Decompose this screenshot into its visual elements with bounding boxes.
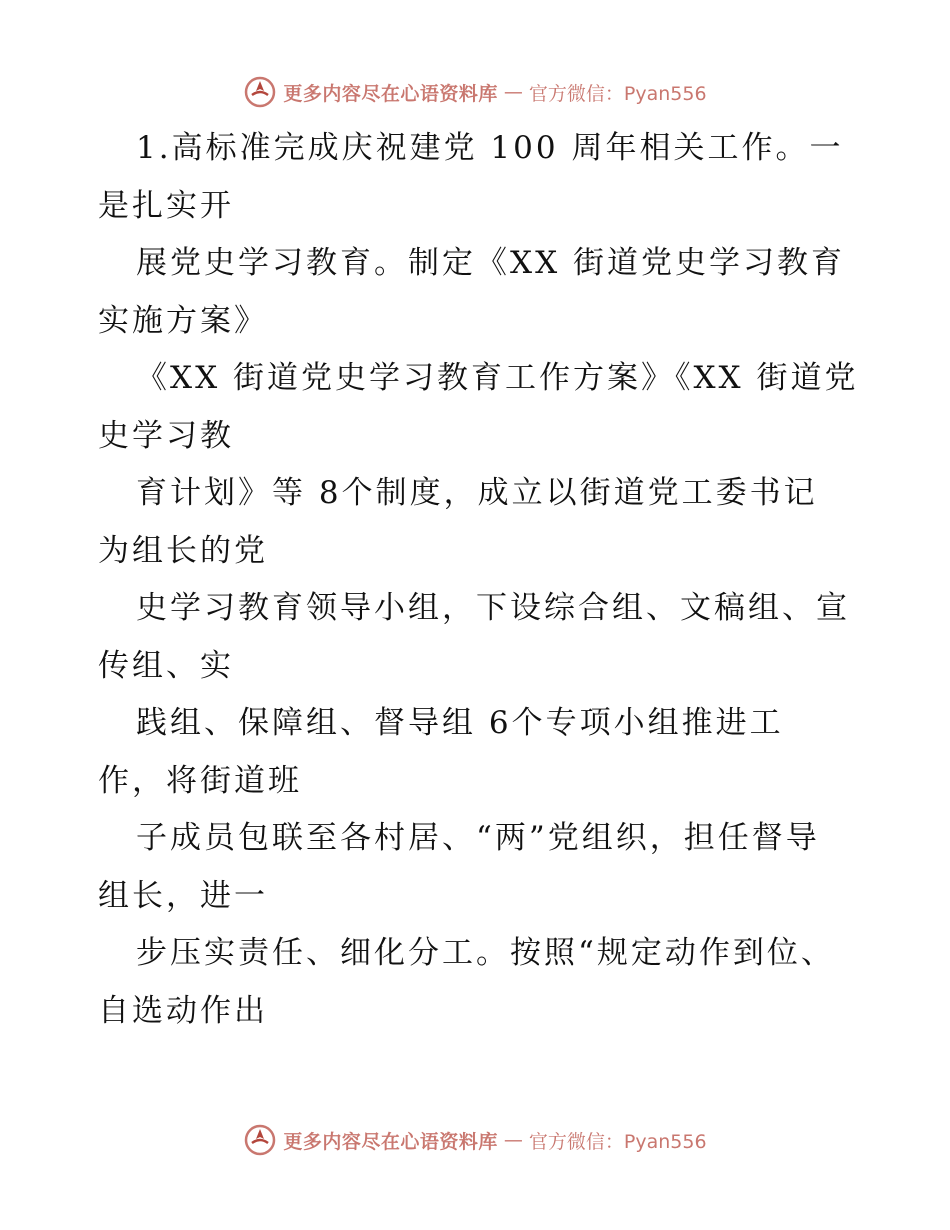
body-line: 自选动作出 [98, 992, 268, 1029]
body-line: 组长，进一 [98, 877, 268, 914]
watermark-text: 更多内容尽在心语资料库 [283, 82, 498, 105]
body-line: 实施方案》 [98, 302, 268, 339]
book-pen-logo-icon [243, 1123, 277, 1157]
body-line: 为组长的党 [98, 532, 268, 569]
body-line: 史学习教育领导小组，下设综合组、文稿组、宣 [136, 590, 850, 626]
body-line: 践组、保障组、督导组 6个专项小组推进工 [136, 705, 784, 741]
watermark-contact: 官方微信：Pyan556 [528, 1130, 707, 1153]
body-line: 子成员包联至各村居、“两”党组织，担任督导 [136, 820, 820, 856]
footer-watermark [0, 1120, 950, 1160]
body-line: 作，将街道班 [98, 762, 302, 799]
body-line: 传组、实 [98, 647, 234, 684]
body-line: 步压实责任、细化分工。按照“规定动作到位、 [136, 935, 835, 971]
body-line: 育计划》等 8个制度，成立以街道党工委书记 [136, 475, 818, 511]
book-pen-logo-icon [243, 75, 277, 109]
body-line: 展党史学习教育。制定《XX 街道党史学习教育 [136, 245, 845, 281]
body-line: 史学习教 [98, 417, 234, 454]
body-line: 是扎实开 [98, 187, 234, 224]
body-line: 1.高标准完成庆祝建党 100 周年相关工作。一 [136, 130, 844, 166]
watermark-separator: — [503, 1129, 523, 1151]
watermark-contact: 官方微信：Pyan556 [528, 82, 707, 105]
watermark-text: 更多内容尽在心语资料库 [283, 1130, 498, 1153]
body-line: 《XX 街道党史学习教育工作方案》《XX 街道党 [136, 360, 859, 396]
header-watermark [0, 72, 950, 112]
watermark-separator: — [503, 81, 523, 103]
document-body [98, 120, 858, 1040]
